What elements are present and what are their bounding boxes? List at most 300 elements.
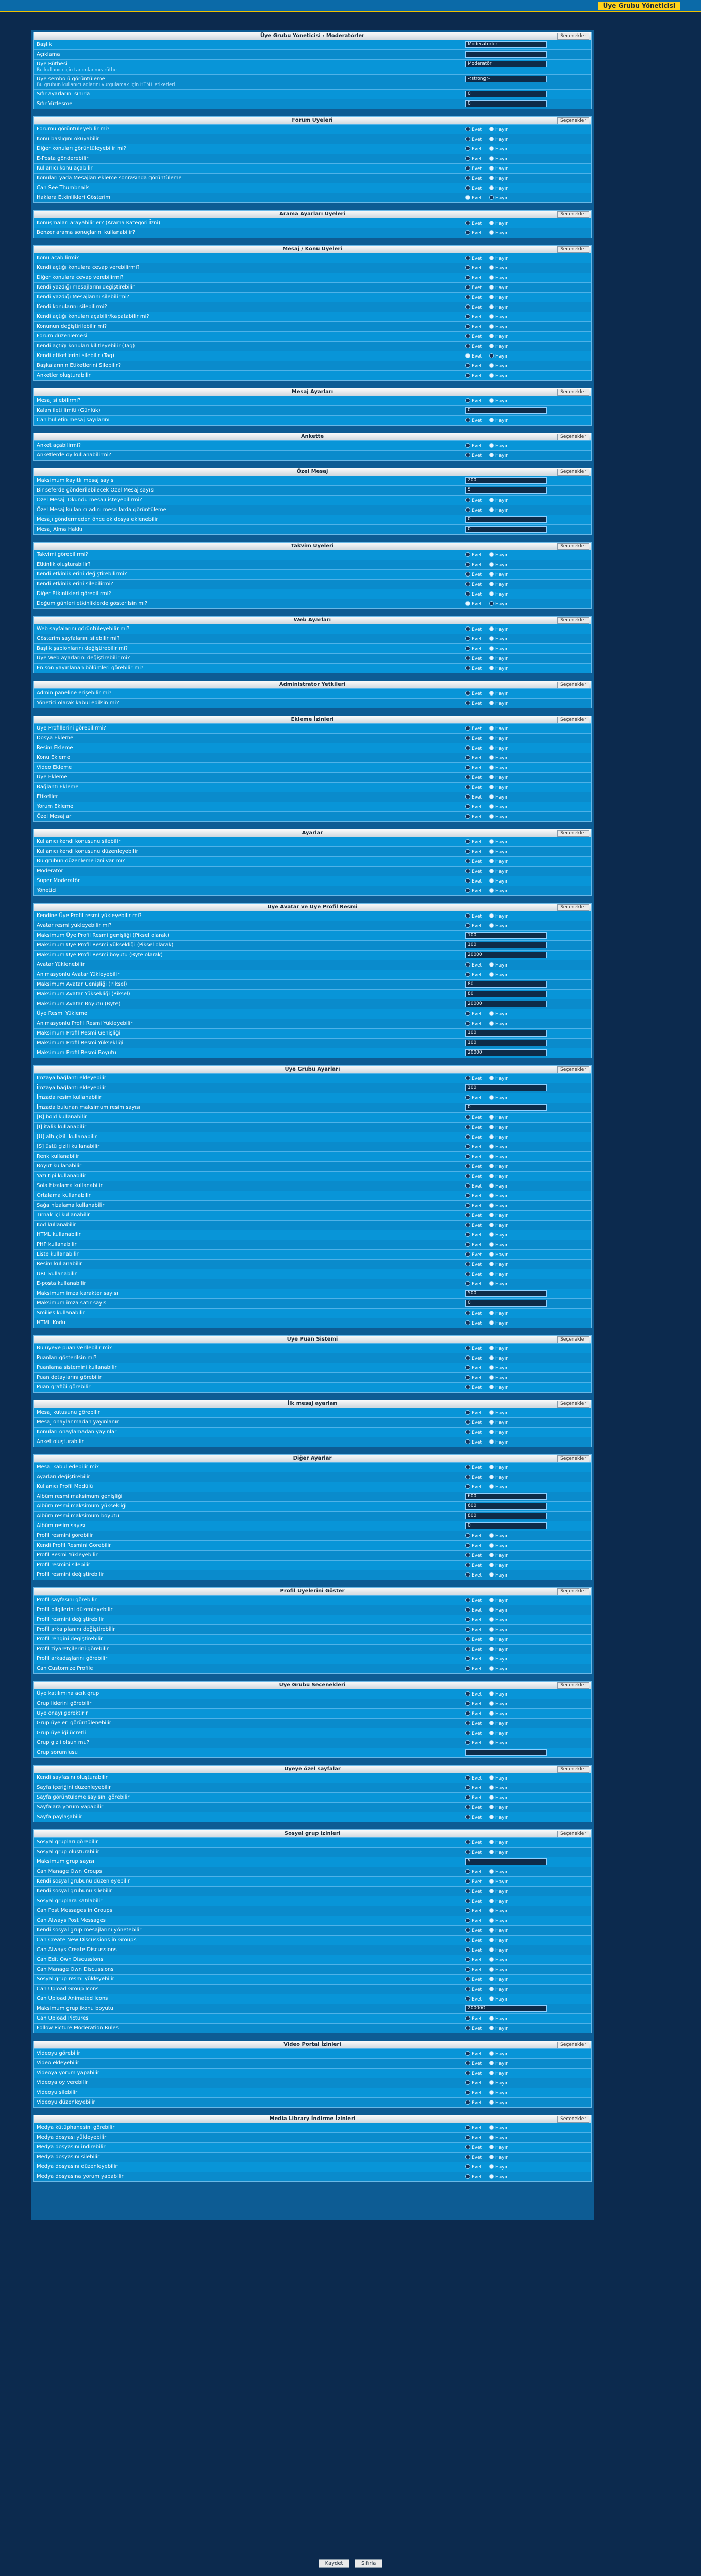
radio-no[interactable] [489,2164,513,2170]
radio-no[interactable] [489,2155,513,2160]
radio-unchecked-icon[interactable] [489,314,494,319]
setting-input[interactable]: 100 [465,1084,547,1091]
radio-yes[interactable] [465,591,489,597]
radio-checked-icon[interactable] [465,1850,470,1854]
radio-unchecked-icon[interactable] [489,334,494,338]
radio-unchecked-icon[interactable] [489,1095,494,1100]
radio-no[interactable] [489,1996,513,2002]
radio-unchecked-icon[interactable] [489,1627,494,1632]
radio-unchecked-icon[interactable] [489,2155,494,2159]
setting-input[interactable] [465,51,547,58]
radio-no[interactable] [489,1908,513,1914]
radio-checked-icon[interactable] [465,1410,470,1415]
radio-no[interactable] [489,849,513,855]
radio-no[interactable] [489,1021,513,1027]
setting-input[interactable]: 80 [465,981,547,988]
radio-unchecked-icon[interactable] [489,1647,494,1651]
setting-input[interactable]: 100 [465,942,547,948]
radio-yes[interactable] [465,1987,489,1992]
radio-checked-icon[interactable] [465,176,470,180]
radio-yes[interactable] [465,295,489,300]
radio-checked-icon[interactable] [465,691,470,696]
radio-no[interactable] [489,137,513,142]
radio-yes[interactable] [465,1656,489,1662]
radio-unchecked-icon[interactable] [489,1144,494,1149]
radio-yes[interactable] [465,1410,489,1416]
radio-yes[interactable] [465,814,489,820]
radio-no[interactable] [489,2051,513,2057]
radio-yes[interactable] [465,2125,489,2131]
radio-no[interactable] [489,1711,513,1717]
radio-yes[interactable] [465,1938,489,1943]
radio-yes[interactable] [465,1957,489,1963]
setting-input[interactable]: 5 [465,487,547,494]
radio-yes[interactable] [465,626,489,632]
radio-yes[interactable] [465,1899,489,1904]
radio-unchecked-icon[interactable] [489,1134,494,1139]
setting-input[interactable]: 200 [465,477,547,484]
radio-yes[interactable] [465,691,489,697]
radio-checked-icon[interactable] [465,1164,470,1168]
radio-unchecked-icon[interactable] [489,552,494,557]
radio-checked-icon[interactable] [465,2016,470,2021]
radio-no[interactable] [489,1785,513,1791]
radio-yes[interactable] [465,1543,489,1549]
radio-no[interactable] [489,1840,513,1845]
radio-no[interactable] [489,1439,513,1445]
radio-no[interactable] [489,1242,513,1248]
radio-unchecked-icon[interactable] [489,1011,494,1016]
radio-checked-icon[interactable] [465,1232,470,1237]
radio-checked-icon[interactable] [465,1967,470,1972]
radio-unchecked-icon[interactable] [489,1543,494,1548]
radio-yes[interactable] [465,972,489,978]
setting-input[interactable]: 0 [465,100,547,107]
radio-no[interactable] [489,1553,513,1558]
radio-no[interactable] [489,755,513,761]
radio-no[interactable] [489,2145,513,2150]
radio-checked-icon[interactable] [465,859,470,863]
radio-no[interactable] [489,1967,513,1973]
radio-yes[interactable] [465,2071,489,2076]
radio-checked-icon[interactable] [465,869,470,873]
radio-checked-icon[interactable] [465,344,470,348]
radio-yes[interactable] [465,1805,489,1810]
radio-no[interactable] [489,1311,513,1316]
radio-checked-icon[interactable] [465,285,470,290]
radio-checked-icon[interactable] [465,1740,470,1745]
radio-yes[interactable] [465,562,489,568]
radio-unchecked-icon[interactable] [489,1731,494,1735]
radio-checked-icon[interactable] [465,1242,470,1247]
radio-checked-icon[interactable] [465,572,470,577]
radio-unchecked-icon[interactable] [489,146,494,151]
radio-checked-icon[interactable] [465,324,470,329]
radio-checked-icon[interactable] [465,745,470,750]
radio-unchecked-icon[interactable] [489,1869,494,1874]
radio-no[interactable] [489,646,513,652]
radio-unchecked-icon[interactable] [489,443,494,448]
radio-yes[interactable] [465,1721,489,1726]
radio-unchecked-icon[interactable] [489,1439,494,1444]
radio-unchecked-icon[interactable] [489,1957,494,1962]
radio-yes[interactable] [465,1637,489,1642]
radio-checked-icon[interactable] [465,591,470,596]
radio-unchecked-icon[interactable] [489,849,494,854]
radio-yes[interactable] [465,1439,489,1445]
radio-yes[interactable] [465,785,489,790]
radio-checked-icon[interactable] [465,2051,470,2056]
radio-checked-icon[interactable] [465,1918,470,1923]
radio-yes[interactable] [465,344,489,349]
radio-yes[interactable] [465,794,489,800]
section-options-button[interactable]: Seçenekler [557,1066,589,1073]
radio-checked-icon[interactable] [465,1021,470,1026]
radio-no[interactable] [489,1262,513,1267]
radio-checked-icon[interactable] [465,2071,470,2075]
radio-no[interactable] [489,785,513,790]
radio-yes[interactable] [465,1475,489,1480]
setting-input[interactable]: 20000 [465,952,547,958]
radio-no[interactable] [489,398,513,404]
radio-unchecked-icon[interactable] [489,1815,494,1819]
radio-checked-icon[interactable] [465,1076,470,1080]
radio-checked-icon[interactable] [465,775,470,779]
section-options-button[interactable]: Seçenekler [557,904,589,911]
radio-unchecked-icon[interactable] [489,1193,494,1198]
radio-unchecked-icon[interactable] [489,2164,494,2169]
radio-yes[interactable] [465,1281,489,1287]
radio-checked-icon[interactable] [465,1484,470,1489]
radio-yes[interactable] [465,1666,489,1672]
radio-no[interactable] [489,1484,513,1490]
radio-no[interactable] [489,2174,513,2180]
radio-no[interactable] [489,814,513,820]
radio-unchecked-icon[interactable] [489,962,494,967]
radio-unchecked-icon[interactable] [489,453,494,457]
radio-yes[interactable] [465,552,489,558]
radio-unchecked-icon[interactable] [489,785,494,789]
radio-yes[interactable] [465,701,489,706]
radio-unchecked-icon[interactable] [489,1203,494,1208]
radio-yes[interactable] [465,1213,489,1218]
radio-no[interactable] [489,418,513,423]
radio-no[interactable] [489,923,513,929]
radio-checked-icon[interactable] [465,1144,470,1149]
radio-no[interactable] [489,498,513,503]
radio-checked-icon[interactable] [465,626,470,631]
radio-unchecked-icon[interactable] [489,1996,494,2001]
radio-unchecked-icon[interactable] [489,1115,494,1120]
setting-input[interactable]: 500 [465,1290,547,1297]
setting-input[interactable]: 100 [465,932,547,939]
radio-checked-icon[interactable] [465,656,470,660]
radio-yes[interactable] [465,755,489,761]
radio-yes[interactable] [465,923,489,929]
radio-checked-icon[interactable] [465,1385,470,1389]
radio-checked-icon[interactable] [465,1731,470,1735]
radio-unchecked-icon[interactable] [489,1656,494,1661]
radio-unchecked-icon[interactable] [489,137,494,141]
radio-yes[interactable] [465,1740,489,1746]
radio-checked-icon[interactable] [465,2080,470,2085]
radio-yes[interactable] [465,453,489,459]
radio-unchecked-icon[interactable] [489,1183,494,1188]
radio-yes[interactable] [465,398,489,404]
radio-unchecked-icon[interactable] [489,591,494,596]
setting-input[interactable]: 0 [465,1104,547,1111]
radio-checked-icon[interactable] [465,1572,470,1577]
radio-no[interactable] [489,2090,513,2096]
radio-no[interactable] [489,775,513,781]
radio-yes[interactable] [465,1928,489,1934]
radio-checked-icon[interactable] [465,2125,470,2130]
radio-no[interactable] [489,373,513,379]
radio-checked-icon[interactable] [465,2174,470,2179]
radio-unchecked-icon[interactable] [489,1805,494,1809]
radio-unchecked-icon[interactable] [489,1232,494,1237]
radio-yes[interactable] [465,1711,489,1717]
radio-yes[interactable] [465,745,489,751]
radio-unchecked-icon[interactable] [489,1365,494,1370]
radio-unchecked-icon[interactable] [489,582,494,586]
radio-no[interactable] [489,972,513,978]
radio-yes[interactable] [465,1731,489,1736]
section-options-button[interactable]: Seçenekler [557,543,589,550]
radio-yes[interactable] [465,1996,489,2002]
radio-yes[interactable] [465,2080,489,2086]
radio-yes[interactable] [465,314,489,320]
radio-checked-icon[interactable] [489,353,494,358]
radio-unchecked-icon[interactable] [489,1430,494,1434]
setting-input[interactable]: 800 [465,1513,547,1519]
radio-no[interactable] [489,344,513,349]
radio-no[interactable] [489,353,513,359]
radio-yes[interactable] [465,1889,489,1894]
radio-no[interactable] [489,1281,513,1287]
setting-input[interactable]: 600 [465,1493,547,1500]
radio-checked-icon[interactable] [465,1957,470,1962]
section-options-button[interactable]: Seçenekler [557,246,589,253]
radio-checked-icon[interactable] [465,295,470,299]
radio-no[interactable] [489,195,513,201]
radio-checked-icon[interactable] [465,755,470,760]
radio-no[interactable] [489,1375,513,1381]
radio-no[interactable] [489,1164,513,1170]
radio-unchecked-icon[interactable] [489,1775,494,1780]
radio-no[interactable] [489,304,513,310]
radio-unchecked-icon[interactable] [489,418,494,422]
radio-no[interactable] [489,1666,513,1672]
radio-yes[interactable] [465,1262,489,1267]
radio-unchecked-icon[interactable] [489,1598,494,1602]
radio-no[interactable] [489,453,513,459]
section-options-button[interactable]: Seçenekler [557,117,589,124]
radio-unchecked-icon[interactable] [489,2080,494,2085]
radio-yes[interactable] [465,1627,489,1633]
radio-no[interactable] [489,1076,513,1081]
radio-no[interactable] [489,1938,513,1943]
radio-yes[interactable] [465,2135,489,2141]
radio-no[interactable] [489,1410,513,1416]
radio-unchecked-icon[interactable] [489,256,494,260]
setting-input[interactable]: Moderatör [465,61,547,67]
radio-no[interactable] [489,1815,513,1820]
radio-unchecked-icon[interactable] [489,2145,494,2149]
radio-no[interactable] [489,363,513,369]
radio-unchecked-icon[interactable] [489,888,494,893]
radio-checked-icon[interactable] [465,1977,470,1981]
setting-input[interactable]: 80 [465,991,547,997]
radio-unchecked-icon[interactable] [489,1465,494,1469]
radio-no[interactable] [489,2061,513,2066]
section-options-button[interactable]: Seçenekler [557,1682,589,1689]
radio-checked-icon[interactable] [465,1320,470,1325]
radio-unchecked-icon[interactable] [489,230,494,235]
radio-no[interactable] [489,256,513,261]
radio-unchecked-icon[interactable] [489,1164,494,1168]
radio-unchecked-icon[interactable] [489,1572,494,1577]
radio-checked-icon[interactable] [465,1908,470,1913]
radio-checked-icon[interactable] [465,1899,470,1903]
radio-no[interactable] [489,1465,513,1470]
radio-checked-icon[interactable] [465,1475,470,1479]
radio-unchecked-icon[interactable] [489,869,494,873]
radio-checked-icon[interactable] [465,314,470,319]
radio-unchecked-icon[interactable] [489,156,494,161]
radio-no[interactable] [489,1346,513,1351]
radio-no[interactable] [489,1731,513,1736]
radio-no[interactable] [489,1174,513,1179]
radio-yes[interactable] [465,498,489,503]
section-options-button[interactable]: Seçenekler [557,1336,589,1343]
radio-no[interactable] [489,1232,513,1238]
radio-yes[interactable] [465,507,489,513]
radio-checked-icon[interactable] [489,195,494,200]
radio-no[interactable] [489,2071,513,2076]
radio-no[interactable] [489,230,513,236]
radio-yes[interactable] [465,1115,489,1121]
radio-checked-icon[interactable] [465,230,470,235]
radio-no[interactable] [489,1272,513,1277]
radio-checked-icon[interactable] [465,1996,470,2001]
radio-checked-icon[interactable] [465,794,470,799]
radio-no[interactable] [489,562,513,568]
setting-input[interactable]: 0 [465,91,547,97]
radio-no[interactable] [489,1252,513,1258]
radio-checked-icon[interactable] [465,127,470,131]
radio-yes[interactable] [465,1617,489,1623]
radio-unchecked-icon[interactable] [489,1346,494,1350]
radio-yes[interactable] [465,859,489,865]
radio-unchecked-icon[interactable] [489,1918,494,1923]
radio-unchecked-icon[interactable] [489,1967,494,1972]
radio-yes[interactable] [465,1011,489,1017]
radio-checked-icon[interactable] [465,275,470,280]
radio-no[interactable] [489,1193,513,1199]
radio-checked-icon[interactable] [465,498,470,502]
radio-unchecked-icon[interactable] [489,691,494,696]
radio-checked-icon[interactable] [465,562,470,567]
radio-unchecked-icon[interactable] [489,2090,494,2095]
radio-checked-icon[interactable] [465,1656,470,1661]
radio-no[interactable] [489,1637,513,1642]
radio-unchecked-icon[interactable] [489,1410,494,1415]
radio-no[interactable] [489,736,513,741]
radio-yes[interactable] [465,1785,489,1791]
radio-unchecked-icon[interactable] [465,601,470,606]
radio-checked-icon[interactable] [465,1928,470,1933]
radio-no[interactable] [489,1134,513,1140]
radio-yes[interactable] [465,1076,489,1081]
radio-yes[interactable] [465,256,489,261]
radio-checked-icon[interactable] [465,2135,470,2140]
radio-unchecked-icon[interactable] [489,185,494,190]
setting-input[interactable]: 0 [465,526,547,533]
radio-checked-icon[interactable] [465,1125,470,1129]
setting-input[interactable]: 5 [465,1858,547,1865]
radio-yes[interactable] [465,1533,489,1539]
setting-input[interactable]: <strong> [465,76,547,82]
radio-unchecked-icon[interactable] [489,1795,494,1800]
radio-no[interactable] [489,1656,513,1662]
radio-yes[interactable] [465,1420,489,1426]
radio-yes[interactable] [465,2145,489,2150]
radio-no[interactable] [489,1721,513,1726]
setting-input[interactable]: 0 [465,516,547,523]
radio-unchecked-icon[interactable] [465,353,470,358]
radio-unchecked-icon[interactable] [489,1320,494,1325]
section-options-button[interactable]: Seçenekler [557,434,589,440]
section-options-button[interactable]: Seçenekler [557,389,589,396]
radio-checked-icon[interactable] [465,1543,470,1548]
radio-unchecked-icon[interactable] [489,1666,494,1671]
radio-no[interactable] [489,636,513,642]
radio-no[interactable] [489,1899,513,1904]
radio-unchecked-icon[interactable] [489,363,494,368]
radio-unchecked-icon[interactable] [489,1484,494,1489]
reset-button[interactable]: Sıfırla [355,2559,382,2568]
radio-no[interactable] [489,1627,513,1633]
radio-no[interactable] [489,275,513,281]
radio-yes[interactable] [465,2061,489,2066]
radio-no[interactable] [489,1154,513,1160]
radio-unchecked-icon[interactable] [489,2016,494,2021]
radio-yes[interactable] [465,839,489,845]
radio-checked-icon[interactable] [465,1183,470,1188]
radio-unchecked-icon[interactable] [489,775,494,779]
radio-no[interactable] [489,1011,513,1017]
radio-yes[interactable] [465,1572,489,1578]
radio-yes[interactable] [465,1977,489,1982]
radio-checked-icon[interactable] [465,646,470,651]
radio-checked-icon[interactable] [465,2100,470,2105]
radio-no[interactable] [489,156,513,162]
radio-no[interactable] [489,962,513,968]
radio-no[interactable] [489,127,513,132]
radio-no[interactable] [489,552,513,558]
radio-no[interactable] [489,1977,513,1982]
radio-yes[interactable] [465,1385,489,1391]
radio-checked-icon[interactable] [465,146,470,151]
radio-checked-icon[interactable] [465,1627,470,1632]
radio-unchecked-icon[interactable] [489,1740,494,1745]
radio-no[interactable] [489,1320,513,1326]
radio-no[interactable] [489,1928,513,1934]
radio-yes[interactable] [465,2174,489,2180]
radio-unchecked-icon[interactable] [489,1174,494,1178]
radio-no[interactable] [489,1385,513,1391]
